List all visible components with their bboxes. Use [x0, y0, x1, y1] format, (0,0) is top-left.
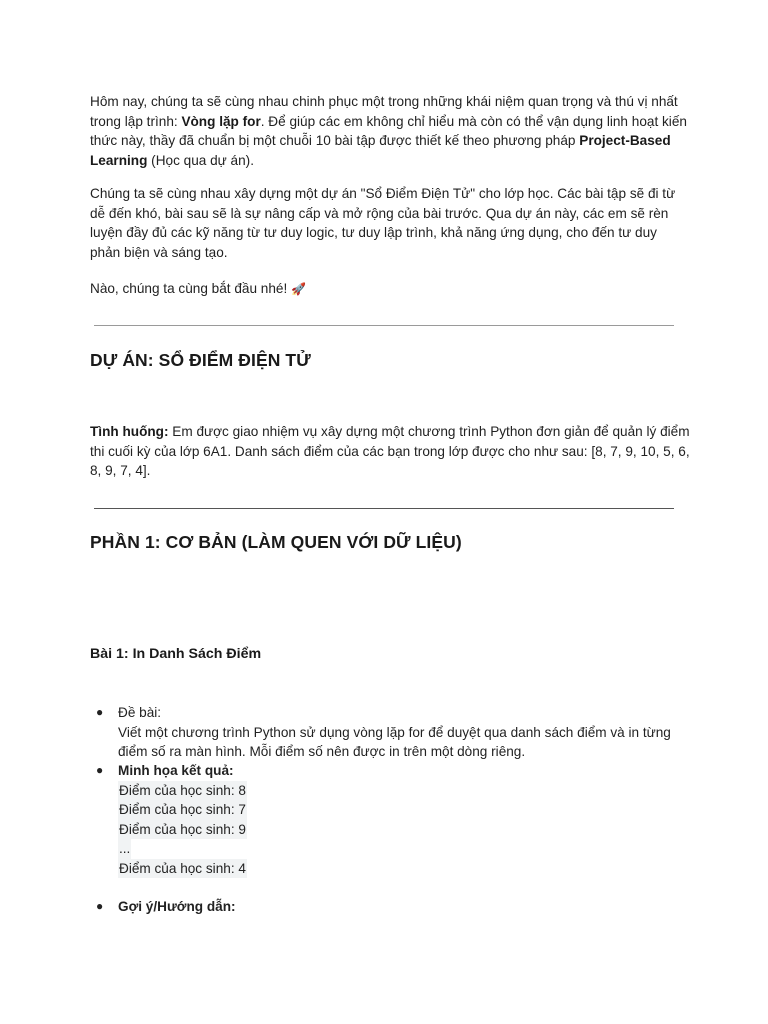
output-example-label: Minh họa kết quả: — [118, 763, 234, 778]
problem-label: Đề bài: — [118, 705, 162, 720]
output-line: Điểm của học sinh: 7 — [118, 800, 247, 820]
intro-bold-pbl: Project-Based Learning — [90, 133, 671, 168]
intro-start-text: Nào, chúng ta cùng bắt đầu nhé! — [90, 281, 292, 296]
horizontal-divider — [94, 508, 674, 509]
intro-bold-for-loop: Vòng lặp for — [181, 113, 261, 129]
intro-paragraph-1 — [90, 92, 690, 170]
intro-paragraph-3 — [90, 279, 690, 300]
situation-label: Tình huống: — [90, 424, 169, 439]
output-line: ... — [118, 839, 131, 859]
project-heading: DỰ ÁN: SỔ ĐIỂM ĐIỆN TỬ — [90, 350, 311, 370]
part1-heading: PHẦN 1: CƠ BẢN (LÀM QUEN VỚI DỮ LIỆU) — [90, 532, 462, 552]
intro-paragraph-2: Chúng ta sẽ cùng nhau xây dựng một dự án "Sổ Điểm Điện Tử" cho lớp học. Các bài tập sẽ đi từ dễ đến khó, bài sau sẽ là sự nâng cấp và mở rộng của bài trước. Qua dự án này, các em sẽ rèn luyện đầy đủ các kỹ năng từ tư duy logic, tư duy lập trình, khả năng ứng dụng, cho đến tư duy phản biện và sáng tạo. — [90, 186, 676, 260]
list-item-hints — [118, 897, 688, 917]
hints-label: Gợi ý/Hướng dẫn: — [118, 899, 236, 914]
intro-text-c: (Học qua dự án). — [147, 152, 254, 168]
list-item-problem — [118, 703, 688, 762]
intro-text-b: . Để giúp các em không chỉ hiểu mà còn có thể vận dụng linh hoạt kiến thức này, thầy đã chuẩn bị một chuỗi 10 bài tập được thiết kế theo phương pháp — [90, 113, 687, 148]
bullet-dot: ● — [96, 899, 104, 913]
output-line: Điểm của học sinh: 4 — [118, 859, 247, 879]
bullet-dot: ● — [96, 763, 104, 777]
output-line: Điểm của học sinh: 8 — [118, 781, 247, 801]
situation-text: Em được giao nhiệm vụ xây dựng một chương trình Python đơn giản để quản lý điểm thi cuối kỳ của lớp 6A1. Danh sách điểm của các bạn trong lớp được cho như sau: [8, 7, 9, 10, 5, 6, 8, 9, 7, 4]. — [90, 424, 690, 478]
bullet-dot: ● — [96, 705, 104, 719]
horizontal-divider — [94, 325, 674, 326]
intro-text-a: Hôm nay, chúng ta sẽ cùng nhau chinh phục một trong những khái niệm quan trọng và thú vị nhất trong lập trình: — [90, 94, 678, 129]
problem-text: Viết một chương trình Python sử dụng vòng lặp for để duyệt qua danh sách điểm và in từng điểm số ra màn hình. Mỗi điểm số nên được in trên một dòng riêng. — [118, 724, 671, 759]
output-line: Điểm của học sinh: 9 — [118, 820, 247, 840]
situation-paragraph — [90, 422, 690, 481]
rocket-icon: 🚀 — [291, 282, 306, 296]
list-item-output-example — [118, 761, 688, 878]
exercise1-title: Bài 1: In Danh Sách Điểm — [90, 646, 262, 662]
